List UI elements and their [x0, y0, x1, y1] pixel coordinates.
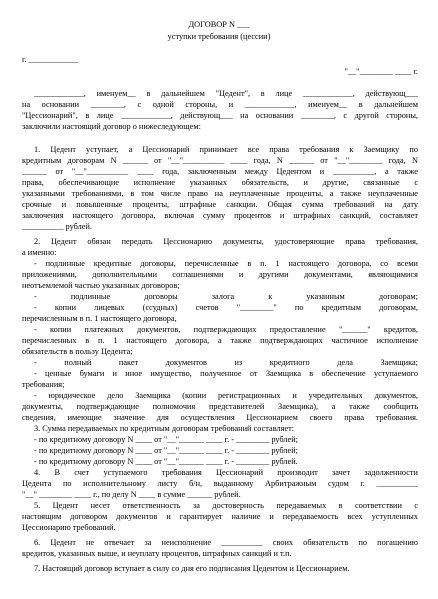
contract-line: - юридическое дело Заемщика (копии регистрационных и учредительных документов,: [34, 391, 418, 400]
contract-line: 7. Настоящий договор вступает в силу со дня его подписания Цедентом и Цессионарием.: [34, 564, 350, 573]
contract-line: кредитов, указанных выше, и неуплату процентов, штрафных санкций и т.п.: [22, 549, 292, 558]
contract-line: требования;: [22, 380, 65, 389]
contract-line: кредитным договорам N ______ от "__"__________ ____ года, N ______ от "__"________ года, N: [22, 156, 418, 165]
contract-line: ______ от "__"__________ ____ года, заключенным между Цедентом и __________, а также: [22, 167, 418, 176]
contract-line: заключения настоящего договора, включая сумму процентов и штрафных санкций, составляет: [22, 211, 418, 220]
contract-line: неотъемлемой частью указанных договоров;: [22, 281, 180, 290]
contract-line: документы, подтверждающие полномочия представителей Заемщика), а также сообщить: [22, 402, 418, 411]
contract-line: Цессионарию требований.: [22, 523, 116, 532]
contract-line: - по кредитному договору N ____ от "__"______ ____ г. - ________ рублей;: [34, 446, 298, 455]
document-subtitle: уступки требования (цессии): [167, 32, 271, 41]
contract-line: - полный пакет документов из кредитного дела Заемщика;: [34, 358, 418, 367]
contract-line: 6. Цедент не отвечает за неисполнение __________ своих обязательств по погашению: [34, 538, 418, 547]
contract-line: - копии лицевых (ссудных) счетов "________" по кредитным договорам,: [34, 303, 418, 312]
contract-line: а именно:: [22, 248, 57, 257]
contract-line: перечисленным в п. 1 настоящего договора,: [22, 314, 177, 323]
contract-line: Цедента по исполнительному листу б/н, выданному Арбитражным судом г. __________: [22, 479, 418, 488]
contract-line: "__" ________ ____ г., по делу N ____ в сумме ______ рублей.: [22, 490, 241, 499]
contract-line: заключили настоящий договор о нижеследующем:: [22, 122, 201, 131]
contract-line: 5. Цедент несет ответственность за достоверность передаваемых в соответствии с: [34, 501, 418, 510]
contract-line: - подлинные договоры залога к указанным договорам;: [34, 292, 418, 301]
contract-line: перечисленных в п. 1 настоящего договора, а также подтверждающих частичное исполнение: [22, 336, 418, 345]
contract-line: - по кредитному договору N ____ от "__"______ ____ г. - ________ рублей;: [34, 435, 298, 444]
contract-line: 4. В счет уступаемого требования Цессионарий производит зачет задолженности: [34, 468, 418, 477]
contract-line: обязательств в пользу Цедента;: [22, 347, 133, 356]
contract-line: приложениями, дополнительными соглашениями и другими документами, являющимися: [22, 270, 418, 279]
contract-line: - подлинные кредитные договоры, перечисленные в п. 1 настоящего договора, со всеми: [34, 259, 418, 268]
date-line: "__"________ ____ г.: [344, 67, 418, 76]
contract-line: - ценные бумаги и иное имущество, полученное от Заемщика в обеспечение уступаемого: [34, 369, 418, 378]
contract-line: настоящим договором документов и гарантирует наличие и передаваемость всех уступленных: [22, 512, 418, 521]
contract-line: сведения, имеющие значение для осуществления Цессионарием своего права требования.: [22, 413, 418, 422]
contract-line: 2. Цедент обязан передать Цессионарию документы, удостоверяющие права требования,: [34, 237, 418, 246]
contract-line: "Цессионарий", в лице ____________, действующ___ на основании ________, с другой стороны,: [22, 111, 418, 120]
document-title: ДОГОВОР N ___: [188, 20, 250, 29]
contract-line: права, обеспечивающие исполнение указанных обязательств, и другие, связанные с: [22, 178, 418, 187]
contract-line: - копии платежных документов, подтверждающих предоставление "______" кредитов,: [34, 325, 418, 334]
contract-line: ____________, именуем__ в дальнейшем "Цедент", в лице ____________, действующ___: [34, 89, 418, 98]
city-line: г. ____________: [22, 55, 79, 64]
contract-line: на основании ________, с одной стороны, и ____________, именуем__ в дальнейшем: [22, 100, 418, 109]
contract-line: срочные и повышенные проценты, штрафные санкции. Общая сумма требований на дату: [22, 200, 418, 209]
contract-line: - по кредитному договору N ____ от "__"______ ____ г. - ________ рублей.: [34, 457, 298, 466]
contract-line: __________ рублей.: [22, 222, 92, 231]
contract-line: указанными требованиями, в том числе право на неуплаченные проценты, а также неуплаченные: [22, 189, 418, 198]
contract-line: 3. Сумма передаваемых по кредитным договорам требований составляет:: [34, 424, 295, 433]
contract-line: 1. Цедент уступает, а Цессионарий принимает все права требования к Заемщику по: [34, 145, 418, 154]
